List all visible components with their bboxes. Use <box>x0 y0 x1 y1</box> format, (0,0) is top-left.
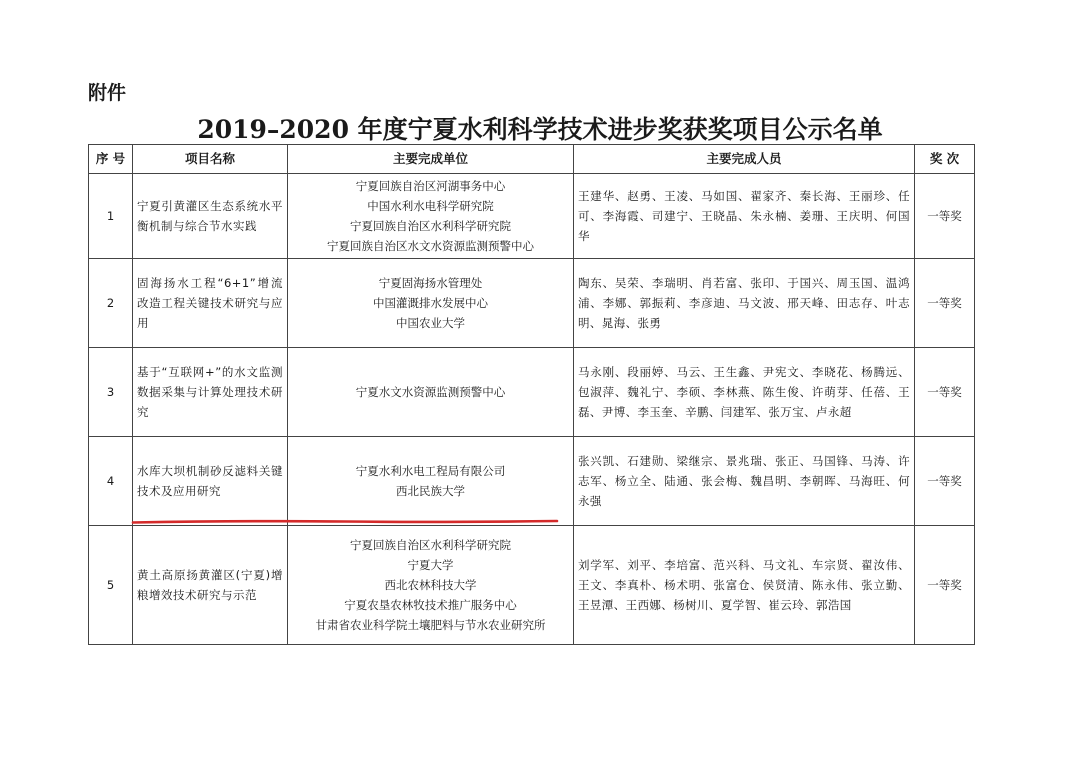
unit-line: 宁夏固海扬水管理处 <box>378 276 483 290</box>
red-underline-annotation <box>131 519 559 525</box>
unit-line: 宁夏回族自治区水文水资源监测预警中心 <box>327 239 534 253</box>
unit-line: 中国农业大学 <box>396 316 465 330</box>
unit-line: 甘肃省农业科学院土壤肥料与节水农业研究所 <box>315 618 546 632</box>
people-cell: 陶东、吴荣、李瑞明、肖若富、张印、于国兴、周玉国、温鸿浦、李娜、郭振莉、李彦迪、马文波、邢天峰、田志存、叶志明、晁海、张勇 <box>574 259 915 348</box>
attachment-label: 附件 <box>88 82 127 104</box>
project-name: 黄土高原扬黄灌区(宁夏)增粮增效技术研究与示范 <box>133 526 288 645</box>
table-row <box>89 348 975 437</box>
row-num: 3 <box>89 348 133 437</box>
row-num: 4 <box>89 437 133 526</box>
header-project-name: 项目名称 <box>133 145 288 174</box>
unit-line: 宁夏农垦农林牧技术推广服务中心 <box>344 598 517 612</box>
table-row <box>89 259 975 348</box>
award-table <box>88 144 975 645</box>
row-num: 5 <box>89 526 133 645</box>
people-cell: 张兴凯、石建勋、梁继宗、景兆瑞、张正、马国锋、马涛、许志军、杨立全、陆通、张会梅、魏昌明、李朝晖、马海旺、何永强 <box>574 437 915 526</box>
row-num: 1 <box>89 174 133 259</box>
table-row <box>89 174 975 259</box>
document-title: 2019–2020 年度宁夏水利科学技术进步奖获奖项目公示名单 <box>197 115 883 144</box>
unit-line: 宁夏水文水资源监测预警中心 <box>355 385 506 399</box>
project-name: 固海扬水工程“6+1”增流改造工程关键技术研究与应用 <box>133 259 288 348</box>
unit-line: 宁夏回族自治区水利科学研究院 <box>350 538 511 552</box>
project-name: 宁夏引黄灌区生态系统水平衡机制与综合节水实践 <box>133 174 288 259</box>
unit-line: 中国水利水电科学研究院 <box>367 199 494 213</box>
unit-line: 西北农林科技大学 <box>384 578 477 592</box>
header-units: 主要完成单位 <box>288 145 574 174</box>
project-name: 水库大坝机制砂反滤料关键技术及应用研究 <box>133 437 288 526</box>
award-cell: 一等奖 <box>915 348 975 437</box>
award-cell: 一等奖 <box>915 174 975 259</box>
unit-line: 宁夏回族自治区水利科学研究院 <box>350 219 511 233</box>
unit-line: 宁夏大学 <box>407 558 454 572</box>
award-cell: 一等奖 <box>915 437 975 526</box>
units-cell <box>288 526 574 645</box>
table-header-row <box>89 145 975 174</box>
header-people: 主要完成人员 <box>574 145 915 174</box>
table-row <box>89 526 975 645</box>
header-award: 奖 次 <box>915 145 975 174</box>
units-cell <box>288 348 574 437</box>
unit-line: 宁夏回族自治区河湖事务中心 <box>355 179 506 193</box>
units-cell <box>288 259 574 348</box>
project-name: 基于“互联网+”的水文监测数据采集与计算处理技术研究 <box>133 348 288 437</box>
units-cell <box>288 437 574 526</box>
header-num: 序 号 <box>89 145 133 174</box>
people-cell: 刘学军、刘平、李培富、范兴科、马文礼、车宗贤、翟汝伟、王文、李真朴、杨术明、张富仓、侯贤清、陈永伟、张立勤、王昱潭、王西娜、杨树川、夏学智、崔云玲、郭浩国 <box>574 526 915 645</box>
people-cell: 马永刚、段丽婷、马云、王生鑫、尹宪文、李晓花、杨腾远、包淑萍、魏礼宁、李硕、李林燕、陈生俊、许萌芽、任蓓、王磊、尹博、李玉奎、辛鹏、闫建军、张万宝、卢永超 <box>574 348 915 437</box>
unit-line: 宁夏水利水电工程局有限公司 <box>355 464 506 478</box>
people-cell: 王建华、赵勇、王凌、马如国、翟家齐、秦长海、王丽珍、任可、李海霞、司建宁、王晓晶、朱永楠、姜珊、王庆明、何国华 <box>574 174 915 259</box>
award-cell: 一等奖 <box>915 526 975 645</box>
units-cell <box>288 174 574 259</box>
unit-line: 西北民族大学 <box>396 484 465 498</box>
award-cell: 一等奖 <box>915 259 975 348</box>
row-num: 2 <box>89 259 133 348</box>
table-row <box>89 437 975 526</box>
unit-line: 中国灌溉排水发展中心 <box>373 296 488 310</box>
